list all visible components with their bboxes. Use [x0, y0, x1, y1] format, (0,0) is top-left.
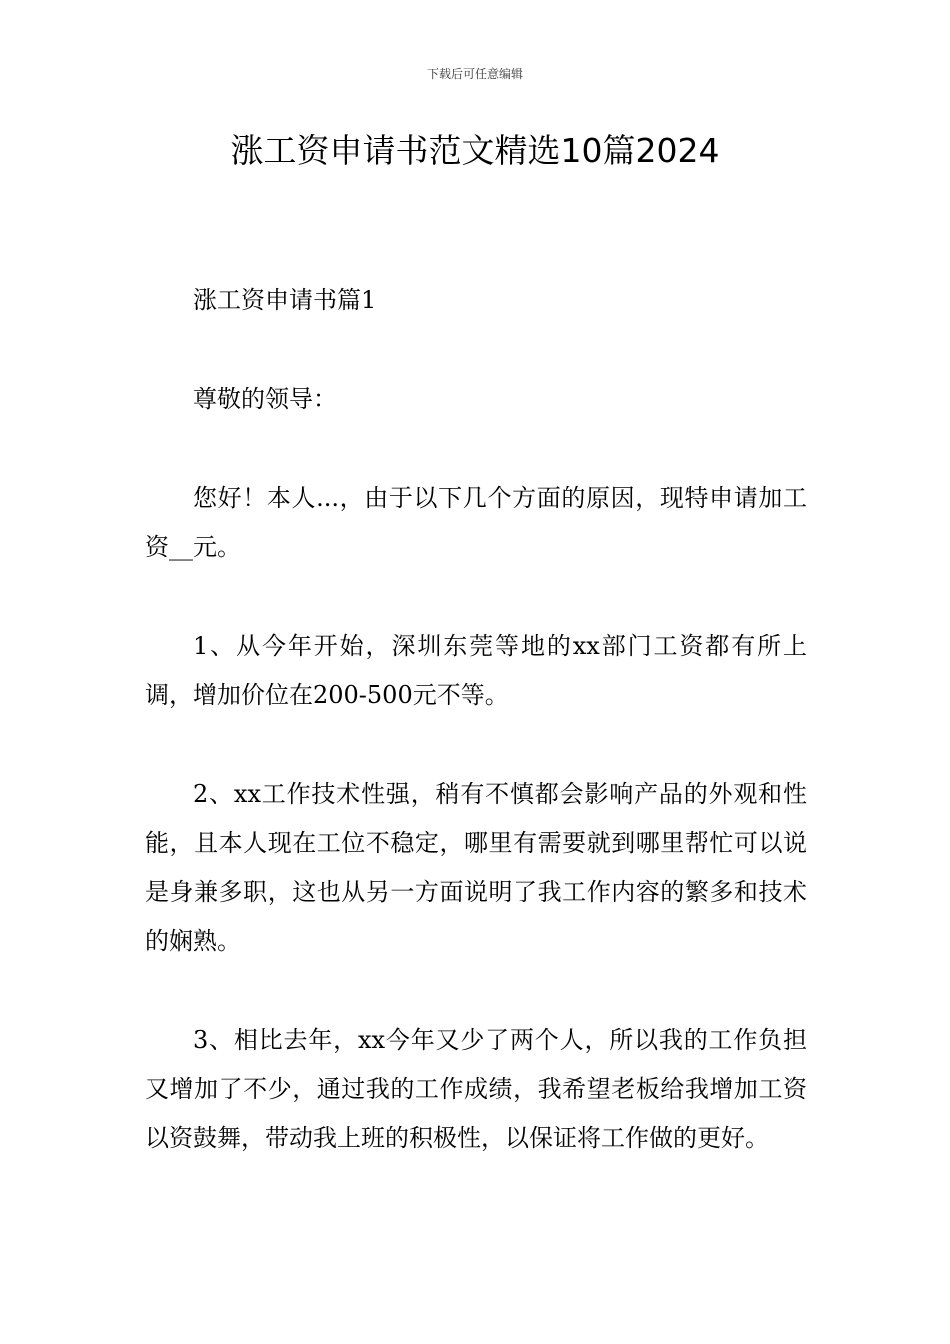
- salutation: 尊敬的领导：: [193, 385, 337, 413]
- header-note: 下载后可任意编辑: [426, 67, 523, 81]
- section-heading: 涨工资申请书篇1: [193, 286, 377, 314]
- paragraph-point-2: 2、xx工作技术性强，稍有不慎都会影响产品的外观和性能，且本人现在工位不稳定，哪里有需要就到哪里帮忙可以说是身兼多职，这也从另一方面说明了我工作内容的繁多和技术的娴熟。: [145, 780, 807, 955]
- document-body: [145, 276, 807, 1213]
- document-title: 涨工资申请书范文精选10篇2024: [230, 131, 720, 170]
- paragraph-point-1: 1、从今年开始，深圳东莞等地的xx部门工资都有所上调，增加价位在200-500元不等。: [145, 632, 807, 709]
- paragraph-greeting: 您好！本人...，由于以下几个方面的原因，现特申请加工资__元。: [145, 484, 807, 561]
- paragraph-point-3: 3、相比去年，xx今年又少了两个人，所以我的工作负担又增加了不少，通过我的工作成绩，我希望老板给我增加工资以资鼓舞，带动我上班的积极性，以保证将工作做的更好。: [145, 1026, 807, 1152]
